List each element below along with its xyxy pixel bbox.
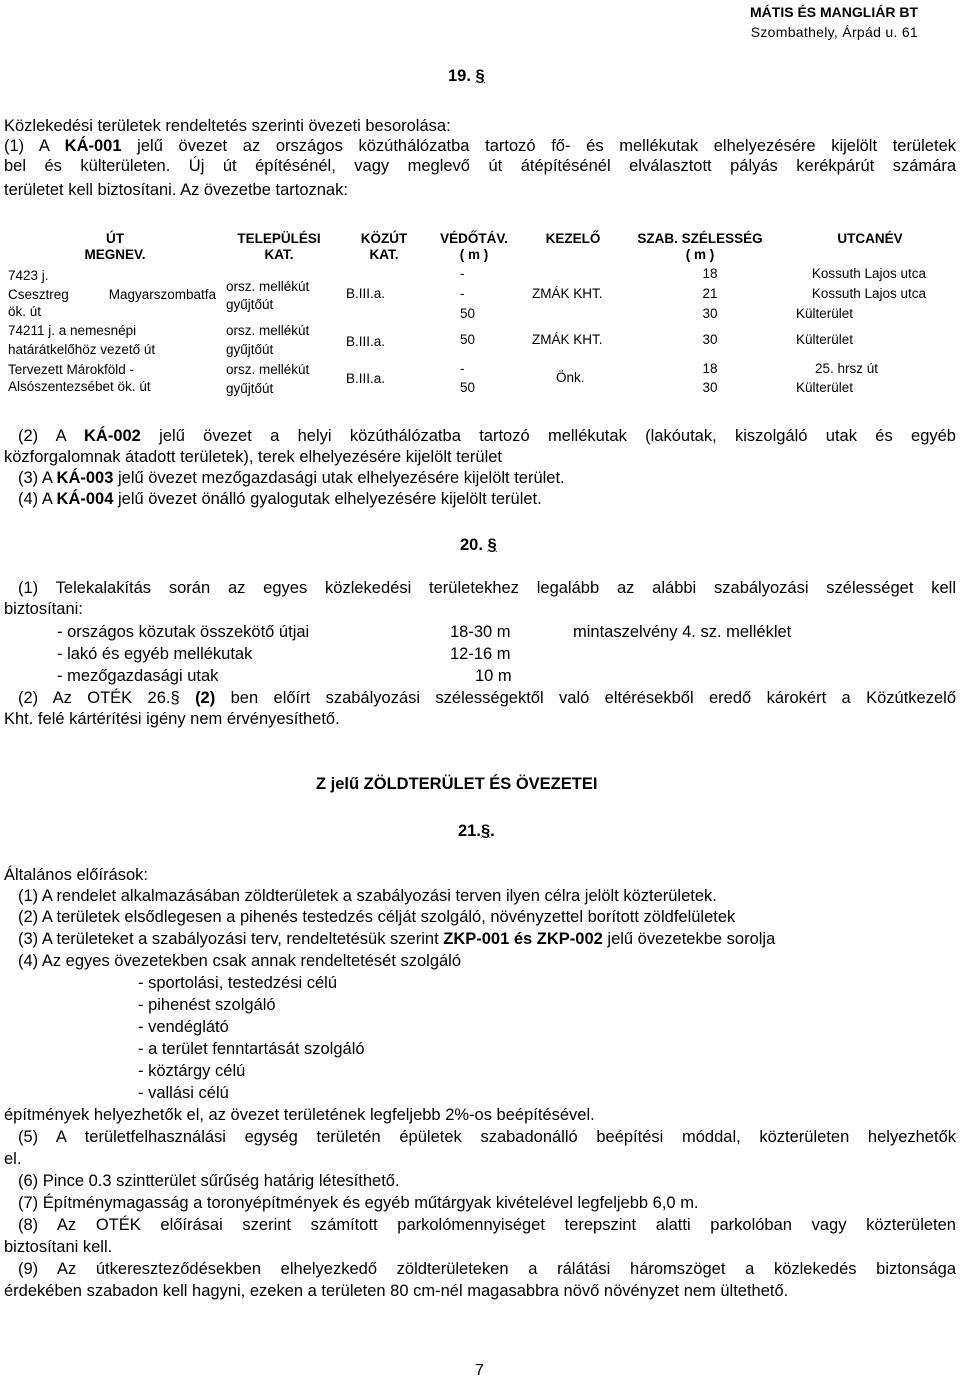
s20-p1-line1: (1) Telekalakítás során az egyes közlekedési területekhez legalább az alábbi szabályozási szélességet kell (18, 579, 956, 597)
r3-ut-line2: Alsószentezsébet ök. út (8, 379, 151, 394)
s19-p2-line1: (2) A KÁ-002 jelű övezet a helyi közúthálózatba tartozó mellékutak (lakóutak, kiszolgáló utak és egyéb (18, 427, 956, 445)
z-item-1: - sportolási, testedzési célú (138, 974, 338, 992)
r3-szel-2: 30 (702, 380, 718, 395)
z-p8-line1: (8) Az OTÉK előírásai szerint számított parkolómennyiséget terepszint alatti parkolóban vagy közterületen (18, 1216, 956, 1234)
s20-row-3-label: - mezőgazdasági utak (57, 667, 219, 685)
s19-p1-line2: bel és külterületen. Új út építésénél, vagy meglevő út átépítésénél elválasztott pályás kerékpárút számára (4, 157, 956, 175)
section-20-heading: 20. § (460, 536, 497, 554)
r3-tel: orsz. mellékút gyűjtőút (226, 362, 310, 396)
s20-p2-line1: (2) Az OTÉK 26.§ (2) ben előírt szabályozási szélességektől való eltérésekből eredő károkért a Közútkezelő (18, 689, 956, 707)
z-p5-line1: (5) A területfelhasználási egység területén épületek szabadonálló beépítési móddal, közterületen helyezhetők (18, 1128, 956, 1146)
company-name: MÁTIS ÉS MANGLIÁR BT (750, 4, 918, 20)
th-szelesseg: SZAB. SZÉLESSÉG ( m ) (637, 231, 763, 262)
s20-row-1-label: - országos közutak összekötő útjai (57, 623, 310, 641)
z-item-6: - vallási célú (138, 1084, 229, 1102)
z-p5-line2: el. (4, 1150, 22, 1168)
z-p9-line1: (9) Az útkereszteződésekben elhelyezkedő zöldterületeken a rálátási háromszöget a közlekedés biztonsága (18, 1260, 956, 1278)
r3-kezelo: Önk. (556, 370, 585, 385)
s19-p1-line3: területet kell biztosítani. Az övezetbe tartoznak: (4, 181, 348, 199)
r1-kozut: B.III.a. (346, 286, 386, 301)
r1-utca-2: Kossuth Lajos utca (811, 286, 926, 301)
r1-ut-line1: 7423 j. (8, 268, 49, 283)
th-kozut: KÖZÚT KAT. (360, 231, 408, 262)
z-item-5: - köztárgy célú (138, 1062, 246, 1080)
r1-ut-line3: ök. út (8, 304, 42, 319)
r1-szel-1: 18 (702, 266, 718, 281)
page-number: 7 (475, 1362, 484, 1379)
r2-ut-line1: 74211 j. a nemesnépi (8, 323, 137, 338)
z-p4-end: építmények helyezhetők el, az övezet területének legfeljebb 2%-os beépítésével. (4, 1106, 595, 1124)
z-p6: (6) Pince 0.3 szintterület sűrűség határig létesíthető. (18, 1172, 400, 1190)
r2-utca: Külterület (796, 332, 854, 347)
r1-ut-line2: Csesztreg Magyarszombatfa (8, 287, 216, 302)
z-intro: Általános előírások: (4, 866, 148, 884)
s19-p3: (3) A KÁ-003 jelű övezet mezőgazdasági utak elhelyezésére kijelölt terület. (18, 469, 565, 487)
r2-ut-line2: határátkelőhöz vezető út (8, 342, 156, 357)
s20-row-1-note: mintaszelvény 4. sz. melléklet (573, 623, 792, 641)
s20-p1-line2: biztosítani: (4, 600, 83, 618)
s20-row-2-label: - lakó és egyéb mellékutak (57, 645, 253, 663)
s20-p2-line2: Kht. felé kártérítési igény nem érvényesíthető. (4, 710, 340, 728)
z-p8-line2: biztosítani kell. (4, 1238, 113, 1256)
z-p3: (3) A területeket a szabályozási terv, rendeltetésük szerint ZKP-001 és ZKP-002 jelű övezetekbe sorolja (18, 930, 776, 948)
r2-ved: 50 (460, 332, 476, 347)
r3-utca-2: Külterület (796, 380, 854, 395)
r1-kezelo: ZMÁK KHT. (532, 286, 603, 301)
s19-p1-line1: (1) A KÁ-001 jelű övezet az országos közúthálózatba tartozó fő- és mellékutak elhelyezésére kijelölt területek (4, 137, 956, 155)
r1-tel: orsz. mellékút gyűjtőút (226, 279, 310, 312)
th-utcanev: UTCANÉV (837, 231, 903, 246)
s20-row-2-value: 12-16 m (450, 645, 511, 663)
r2-kozut: B.III.a. (346, 334, 386, 349)
r3-utca-1: 25. hrsz út (815, 361, 879, 376)
company-address: Szombathely, Árpád u. 61 (750, 24, 918, 40)
r2-tel: orsz. mellékút gyűjtőút (226, 323, 310, 357)
th-vedotav: VÉDŐTÁV. ( m ) (440, 231, 508, 262)
th-telepulesi: TELEPÜLÉSI KAT. (237, 231, 321, 262)
r1-szel-2: 21 (702, 286, 718, 301)
th-ut: ÚT MEGNEV. (84, 231, 146, 262)
r1-utca-1: Kossuth Lajos utca (811, 266, 926, 281)
r3-ved-1: - (460, 361, 465, 376)
s19-p2-line2: közforgalomnak átadott területek), terek elhelyezésére kijelölt terület (4, 448, 503, 466)
z-p9-line2: érdekében szabadon kell hagyni, ezeken a területen 80 cm-nél magasabbra növő növényzet nem ültethető. (4, 1282, 789, 1300)
z-p2: (2) A területek elsődlegesen a pihenés testedzés célját szolgáló, növényzettel borított zöldfelületek (18, 908, 736, 926)
z-p4: (4) Az egyes övezetekben csak annak rendeltetését szolgáló (18, 952, 462, 970)
r3-ut-line1: Tervezett Márokföld - (8, 362, 135, 377)
z-item-2: - pihenést szolgáló (138, 996, 276, 1014)
r3-ved-2: 50 (460, 380, 476, 395)
section-19-heading: 19. § (448, 67, 485, 85)
s20-row-1-value: 18-30 m (450, 623, 511, 641)
r1-ved-2: - (460, 286, 465, 301)
r1-ved-1: - (460, 266, 465, 281)
r3-szel-1: 18 (702, 361, 718, 376)
section-19-intro: Közlekedési területek rendeltetés szerinti övezeti besorolása: (4, 117, 451, 135)
z-p7: (7) Építménymagasság a toronyépítmények és egyéb műtárgyak kivételével legfeljebb 6,0 m. (18, 1194, 699, 1212)
z-item-3: - vendéglátó (138, 1018, 229, 1036)
r1-ved-3: 50 (460, 306, 476, 321)
r1-utca-3: Külterület (796, 306, 854, 321)
section-sign: § (475, 67, 485, 85)
s20-row-3-value: 10 m (475, 667, 512, 685)
r2-szel: 30 (702, 332, 718, 347)
z-p1: (1) A rendelet alkalmazásában zöldterületek a szabályozási terven ilyen célra jelölt közterületek. (18, 887, 717, 905)
z-item-4: - a terület fenntartását szolgáló (138, 1040, 365, 1058)
section-21-heading: 21.§. (458, 822, 495, 840)
s19-p4: (4) A KÁ-004 jelű övezet önálló gyalogutak elhelyezésére kijelölt terület. (18, 490, 542, 508)
r3-kozut: B.III.a. (346, 371, 386, 386)
th-kezelo: KEZELŐ (545, 231, 601, 246)
r2-kezelo: ZMÁK KHT. (532, 332, 603, 347)
z-title: Z jelű ZÖLDTERÜLET ÉS ÖVEZETEI (316, 775, 598, 793)
r1-szel-3: 30 (702, 306, 718, 321)
